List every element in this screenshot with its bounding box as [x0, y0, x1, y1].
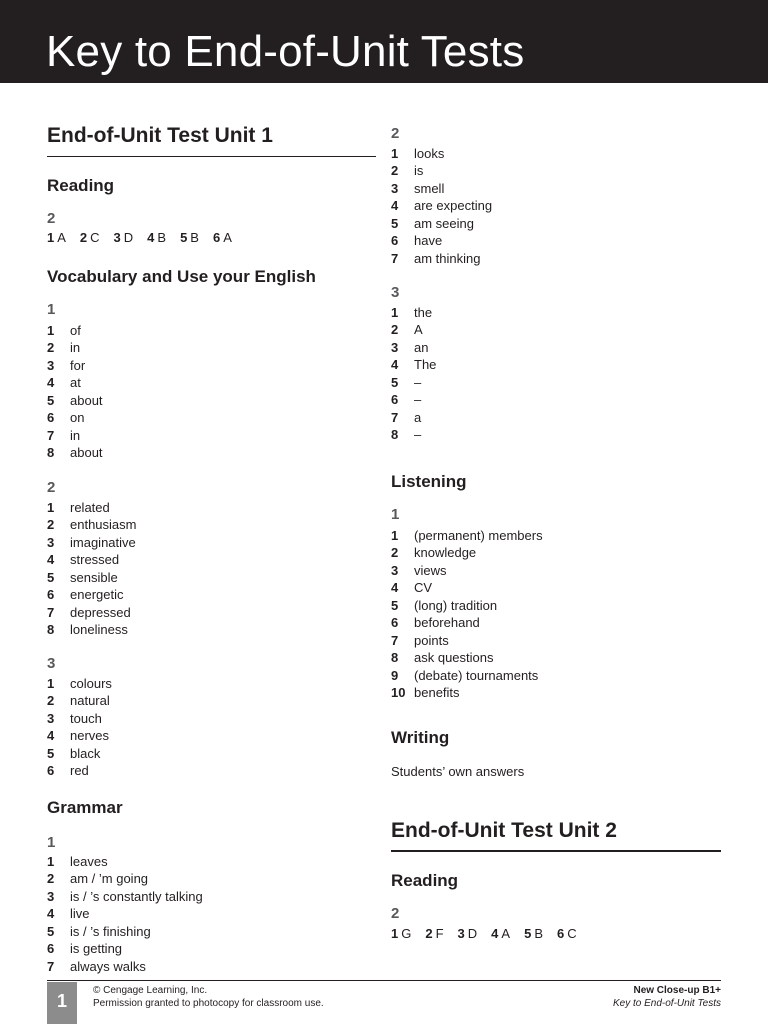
answer-item: [47, 339, 103, 356]
answer-item: [391, 597, 543, 614]
answer-number: 1: [391, 146, 399, 161]
answer-number: 2: [391, 163, 399, 179]
answer-text: smell: [414, 180, 445, 196]
answer-letter: A: [57, 230, 66, 245]
inline-answer: [491, 926, 510, 941]
answer-text: –: [414, 374, 422, 390]
answer-item: [47, 392, 103, 409]
answer-item: [391, 649, 543, 666]
answer-number: 6: [47, 587, 55, 603]
answer-text: about: [70, 392, 103, 408]
answer-text: live: [70, 906, 90, 922]
answer-text: views: [414, 562, 447, 578]
listening-q1-number: 1: [391, 506, 400, 523]
vocab-q1-list: [47, 322, 103, 462]
answer-number: 4: [147, 230, 155, 245]
answer-number: 7: [47, 604, 55, 620]
answer-item: [391, 667, 543, 684]
copyright-text: © Cengage Learning, Inc.: [93, 985, 208, 996]
answer-item: [47, 427, 103, 444]
unit1-title: End-of-Unit Test Unit 1: [47, 124, 273, 147]
answer-item: [391, 391, 436, 408]
answer-number: 3: [391, 339, 399, 355]
page-number: 1: [47, 982, 77, 1024]
answer-text: nerves: [70, 728, 110, 744]
answer-item: [47, 444, 103, 461]
answer-letter: D: [123, 230, 134, 245]
answer-item: [47, 569, 136, 586]
inline-answer: [213, 230, 232, 245]
answer-number: 7: [47, 958, 55, 974]
answer-number: 4: [47, 728, 55, 744]
answer-item: [391, 215, 492, 232]
writing-heading: Writing: [391, 728, 450, 747]
answer-number: 5: [391, 374, 399, 390]
vocab-q3-list: [47, 675, 112, 780]
answer-text: sensible: [70, 569, 118, 585]
answer-number: 5: [47, 745, 55, 761]
answer-text: of: [70, 323, 81, 338]
answer-text: is / ’s finishing: [70, 923, 151, 939]
answer-item: [47, 586, 136, 603]
inline-answer: [80, 230, 100, 245]
answer-text: at: [70, 375, 81, 391]
answer-item: [391, 527, 543, 544]
answer-number: 6: [212, 230, 221, 245]
answer-number: 7: [391, 409, 399, 425]
answer-item: [391, 579, 543, 596]
answer-number: 1: [47, 323, 55, 338]
answer-number: 8: [391, 650, 399, 666]
answer-item: [391, 180, 492, 197]
answer-number: 5: [47, 923, 55, 939]
unit2-reading-heading: Reading: [391, 871, 459, 890]
answer-text: depressed: [70, 604, 131, 620]
answer-text: about: [70, 445, 103, 461]
answer-item: [391, 197, 492, 214]
answer-item: [47, 870, 203, 887]
answer-item: [47, 745, 112, 762]
answer-item: [47, 675, 112, 692]
answer-number: 1: [47, 676, 55, 691]
answer-item: [391, 250, 492, 267]
answer-text: knowledge: [414, 545, 477, 561]
answer-item: [47, 409, 103, 426]
answer-text: (permanent) members: [414, 528, 543, 543]
grammar-heading: Grammar: [47, 798, 123, 817]
writing-answer: Students’ own answers: [391, 764, 525, 779]
answer-text: the: [414, 305, 433, 320]
answer-item: [391, 562, 543, 579]
answer-number: 2: [425, 926, 433, 941]
answer-number: 5: [391, 597, 399, 613]
answer-number: 3: [47, 357, 55, 373]
answer-item: [391, 162, 492, 179]
answer-text: is: [414, 163, 424, 179]
answer-item: [47, 374, 103, 391]
answer-text: is / ’s constantly talking: [70, 888, 203, 904]
answer-text: are expecting: [414, 198, 493, 214]
answer-text: am thinking: [414, 250, 481, 266]
answer-item: [47, 551, 136, 568]
answer-number: 4: [491, 926, 499, 941]
answer-number: 5: [47, 392, 55, 408]
answer-item: [391, 232, 492, 249]
grammar-q3-number: 3: [391, 284, 400, 301]
answer-letter: A: [223, 230, 232, 245]
page-title: Key to End-of-Unit Tests: [46, 27, 525, 76]
answer-number: 2: [47, 340, 55, 356]
vocab-heading: Vocabulary and Use your English: [47, 267, 316, 286]
answer-number: 8: [47, 445, 55, 461]
answer-number: 2: [391, 322, 399, 338]
answer-text: –: [414, 392, 422, 408]
answer-number: 8: [47, 622, 55, 638]
vocab-q2-number: 2: [47, 479, 56, 496]
inline-answer: [47, 230, 66, 245]
answer-number: 1: [391, 926, 399, 941]
answer-item: [47, 905, 203, 922]
answer-text: is getting: [70, 941, 123, 957]
answer-number: 6: [391, 392, 399, 408]
answer-letter: A: [501, 926, 511, 941]
answer-item: [47, 710, 112, 727]
answer-item: [47, 357, 103, 374]
answer-text: (debate) tournaments: [414, 667, 539, 683]
answer-text: A: [414, 322, 423, 338]
answer-number: 4: [391, 580, 399, 596]
inline-answer: [147, 230, 166, 245]
answer-item: [47, 604, 136, 621]
answer-letter: C: [90, 230, 100, 245]
answer-number: 6: [391, 233, 399, 249]
answer-number: 10: [391, 684, 406, 700]
answer-item: [47, 692, 112, 709]
answer-number: 6: [391, 615, 399, 631]
inline-answer: [180, 230, 199, 245]
answer-number: 2: [79, 230, 88, 245]
answer-item: [47, 499, 136, 516]
book-subtitle: Key to End-of-Unit Tests: [612, 998, 721, 1009]
answer-item: [47, 727, 112, 744]
answer-number: 5: [391, 215, 399, 231]
inline-answer: [458, 926, 478, 941]
vocab-q1-number: 1: [47, 301, 56, 318]
reading-question-number: 2: [47, 210, 56, 227]
answer-text: a: [414, 409, 422, 425]
inline-answer: [391, 926, 411, 941]
answer-number: 1: [47, 500, 55, 515]
answer-number: 3: [47, 710, 55, 726]
answer-number: 4: [391, 357, 399, 373]
answer-number: 3: [47, 888, 55, 904]
answer-number: 7: [47, 427, 55, 443]
answer-text: black: [70, 745, 101, 761]
unit1-title-rule: [47, 156, 376, 157]
answer-text: an: [414, 339, 429, 355]
answer-text: –: [414, 427, 422, 443]
answer-item: [47, 322, 103, 339]
inline-answer: [524, 926, 543, 941]
book-title: New Close-up B1+: [633, 985, 721, 996]
answer-text: related: [70, 500, 110, 515]
answer-item: [391, 614, 543, 631]
answer-item: [391, 304, 436, 321]
vocab-q3-number: 3: [47, 655, 56, 672]
permission-text: Permission granted to photocopy for classroom use.: [93, 998, 324, 1009]
answer-number: 1: [47, 854, 55, 869]
answer-number: 2: [47, 517, 55, 533]
answer-text: always walks: [70, 958, 146, 974]
answer-text: loneliness: [70, 622, 128, 638]
answer-text: am seeing: [414, 215, 474, 231]
answer-text: enthusiasm: [70, 517, 137, 533]
answer-item: [47, 888, 203, 905]
title-banner: [0, 0, 768, 83]
footer-rule: [47, 980, 721, 981]
answer-text: benefits: [414, 684, 460, 700]
answer-number: 8: [391, 427, 399, 443]
answer-item: [391, 374, 436, 391]
answer-item: [47, 621, 136, 638]
answer-item: [391, 356, 436, 373]
answer-item: [47, 958, 203, 975]
unit2-title: End-of-Unit Test Unit 2: [391, 819, 617, 842]
answer-text: The: [414, 357, 437, 373]
answer-text: am / ’m going: [70, 871, 149, 887]
unit2-title-rule: [391, 850, 721, 852]
answer-text: for: [70, 357, 86, 373]
answer-item: [47, 534, 136, 551]
listening-q1-list: [391, 527, 543, 701]
answer-text: touch: [70, 710, 102, 726]
answer-item: [47, 853, 203, 870]
answer-item: [391, 409, 436, 426]
answer-number: 1: [391, 305, 399, 320]
answer-number: 6: [556, 926, 565, 941]
unit2-reading-answers: [391, 925, 591, 943]
answer-text: on: [70, 410, 85, 426]
reading-answers: [47, 229, 246, 247]
answer-number: 2: [47, 693, 55, 709]
answer-text: energetic: [70, 587, 124, 603]
inline-answer: [425, 926, 443, 941]
answer-text: points: [414, 632, 449, 648]
answer-item: [47, 516, 136, 533]
answer-text: CV: [414, 580, 433, 596]
answer-number: 6: [47, 410, 55, 426]
footer-credits: [93, 984, 324, 1010]
answer-item: [391, 426, 436, 443]
answer-letter: D: [467, 926, 478, 941]
answer-letter: B: [157, 230, 167, 245]
footer-book-info: [613, 984, 721, 1010]
vocab-q2-list: [47, 499, 136, 639]
answer-number: 7: [391, 250, 399, 266]
grammar-q2-list: [391, 145, 492, 267]
reading-heading: Reading: [47, 176, 115, 195]
answer-number: 5: [180, 230, 188, 245]
answer-text: (long) tradition: [414, 597, 498, 613]
answer-number: 4: [47, 906, 55, 922]
answer-letter: C: [567, 926, 577, 941]
answer-item: [391, 145, 492, 162]
inline-answer: [557, 926, 577, 941]
answer-number: 9: [391, 667, 399, 683]
answer-text: in: [70, 340, 81, 356]
answer-letter: B: [534, 926, 543, 941]
answer-letter: G: [401, 926, 412, 941]
answer-number: 3: [391, 180, 399, 196]
grammar-q2-number: 2: [391, 125, 400, 142]
answer-number: 3: [457, 926, 465, 941]
unit2-reading-question-number: 2: [391, 905, 400, 922]
answer-number: 2: [391, 545, 399, 561]
answer-item: [47, 940, 203, 957]
inline-answer: [114, 230, 134, 245]
answer-text: stressed: [70, 552, 120, 568]
answer-item: [391, 544, 543, 561]
answer-letter: F: [435, 926, 444, 941]
answer-item: [391, 684, 543, 701]
answer-number: 5: [524, 926, 532, 941]
grammar-q1-list: [47, 853, 203, 975]
answer-text: leaves: [70, 854, 108, 869]
answer-number: 1: [47, 230, 55, 245]
answer-text: ask questions: [414, 650, 494, 666]
grammar-q1-number: 1: [47, 834, 56, 851]
answer-item: [391, 632, 543, 649]
answer-text: have: [414, 233, 443, 249]
answer-number: 4: [47, 375, 55, 391]
answer-item: [391, 321, 436, 338]
answer-item: [47, 762, 112, 779]
answer-number: 6: [47, 763, 55, 779]
answer-text: in: [70, 427, 81, 443]
grammar-q3-list: [391, 304, 436, 444]
answer-number: 7: [391, 632, 399, 648]
answer-item: [47, 923, 203, 940]
answer-item: [391, 339, 436, 356]
answer-number: 2: [47, 871, 55, 887]
answer-number: 5: [47, 569, 55, 585]
answer-number: 3: [391, 562, 399, 578]
answer-text: looks: [414, 146, 445, 161]
answer-number: 3: [47, 534, 55, 550]
answer-text: beforehand: [414, 615, 480, 631]
answer-text: red: [70, 763, 89, 779]
answer-number: 4: [47, 552, 55, 568]
answer-text: natural: [70, 693, 110, 709]
answer-number: 4: [391, 198, 399, 214]
answer-number: 1: [391, 528, 399, 543]
listening-heading: Listening: [391, 472, 467, 491]
answer-number: 6: [47, 941, 55, 957]
answer-letter: B: [190, 230, 199, 245]
answer-text: imaginative: [70, 534, 136, 550]
answer-number: 3: [113, 230, 121, 245]
answer-text: colours: [70, 676, 112, 691]
